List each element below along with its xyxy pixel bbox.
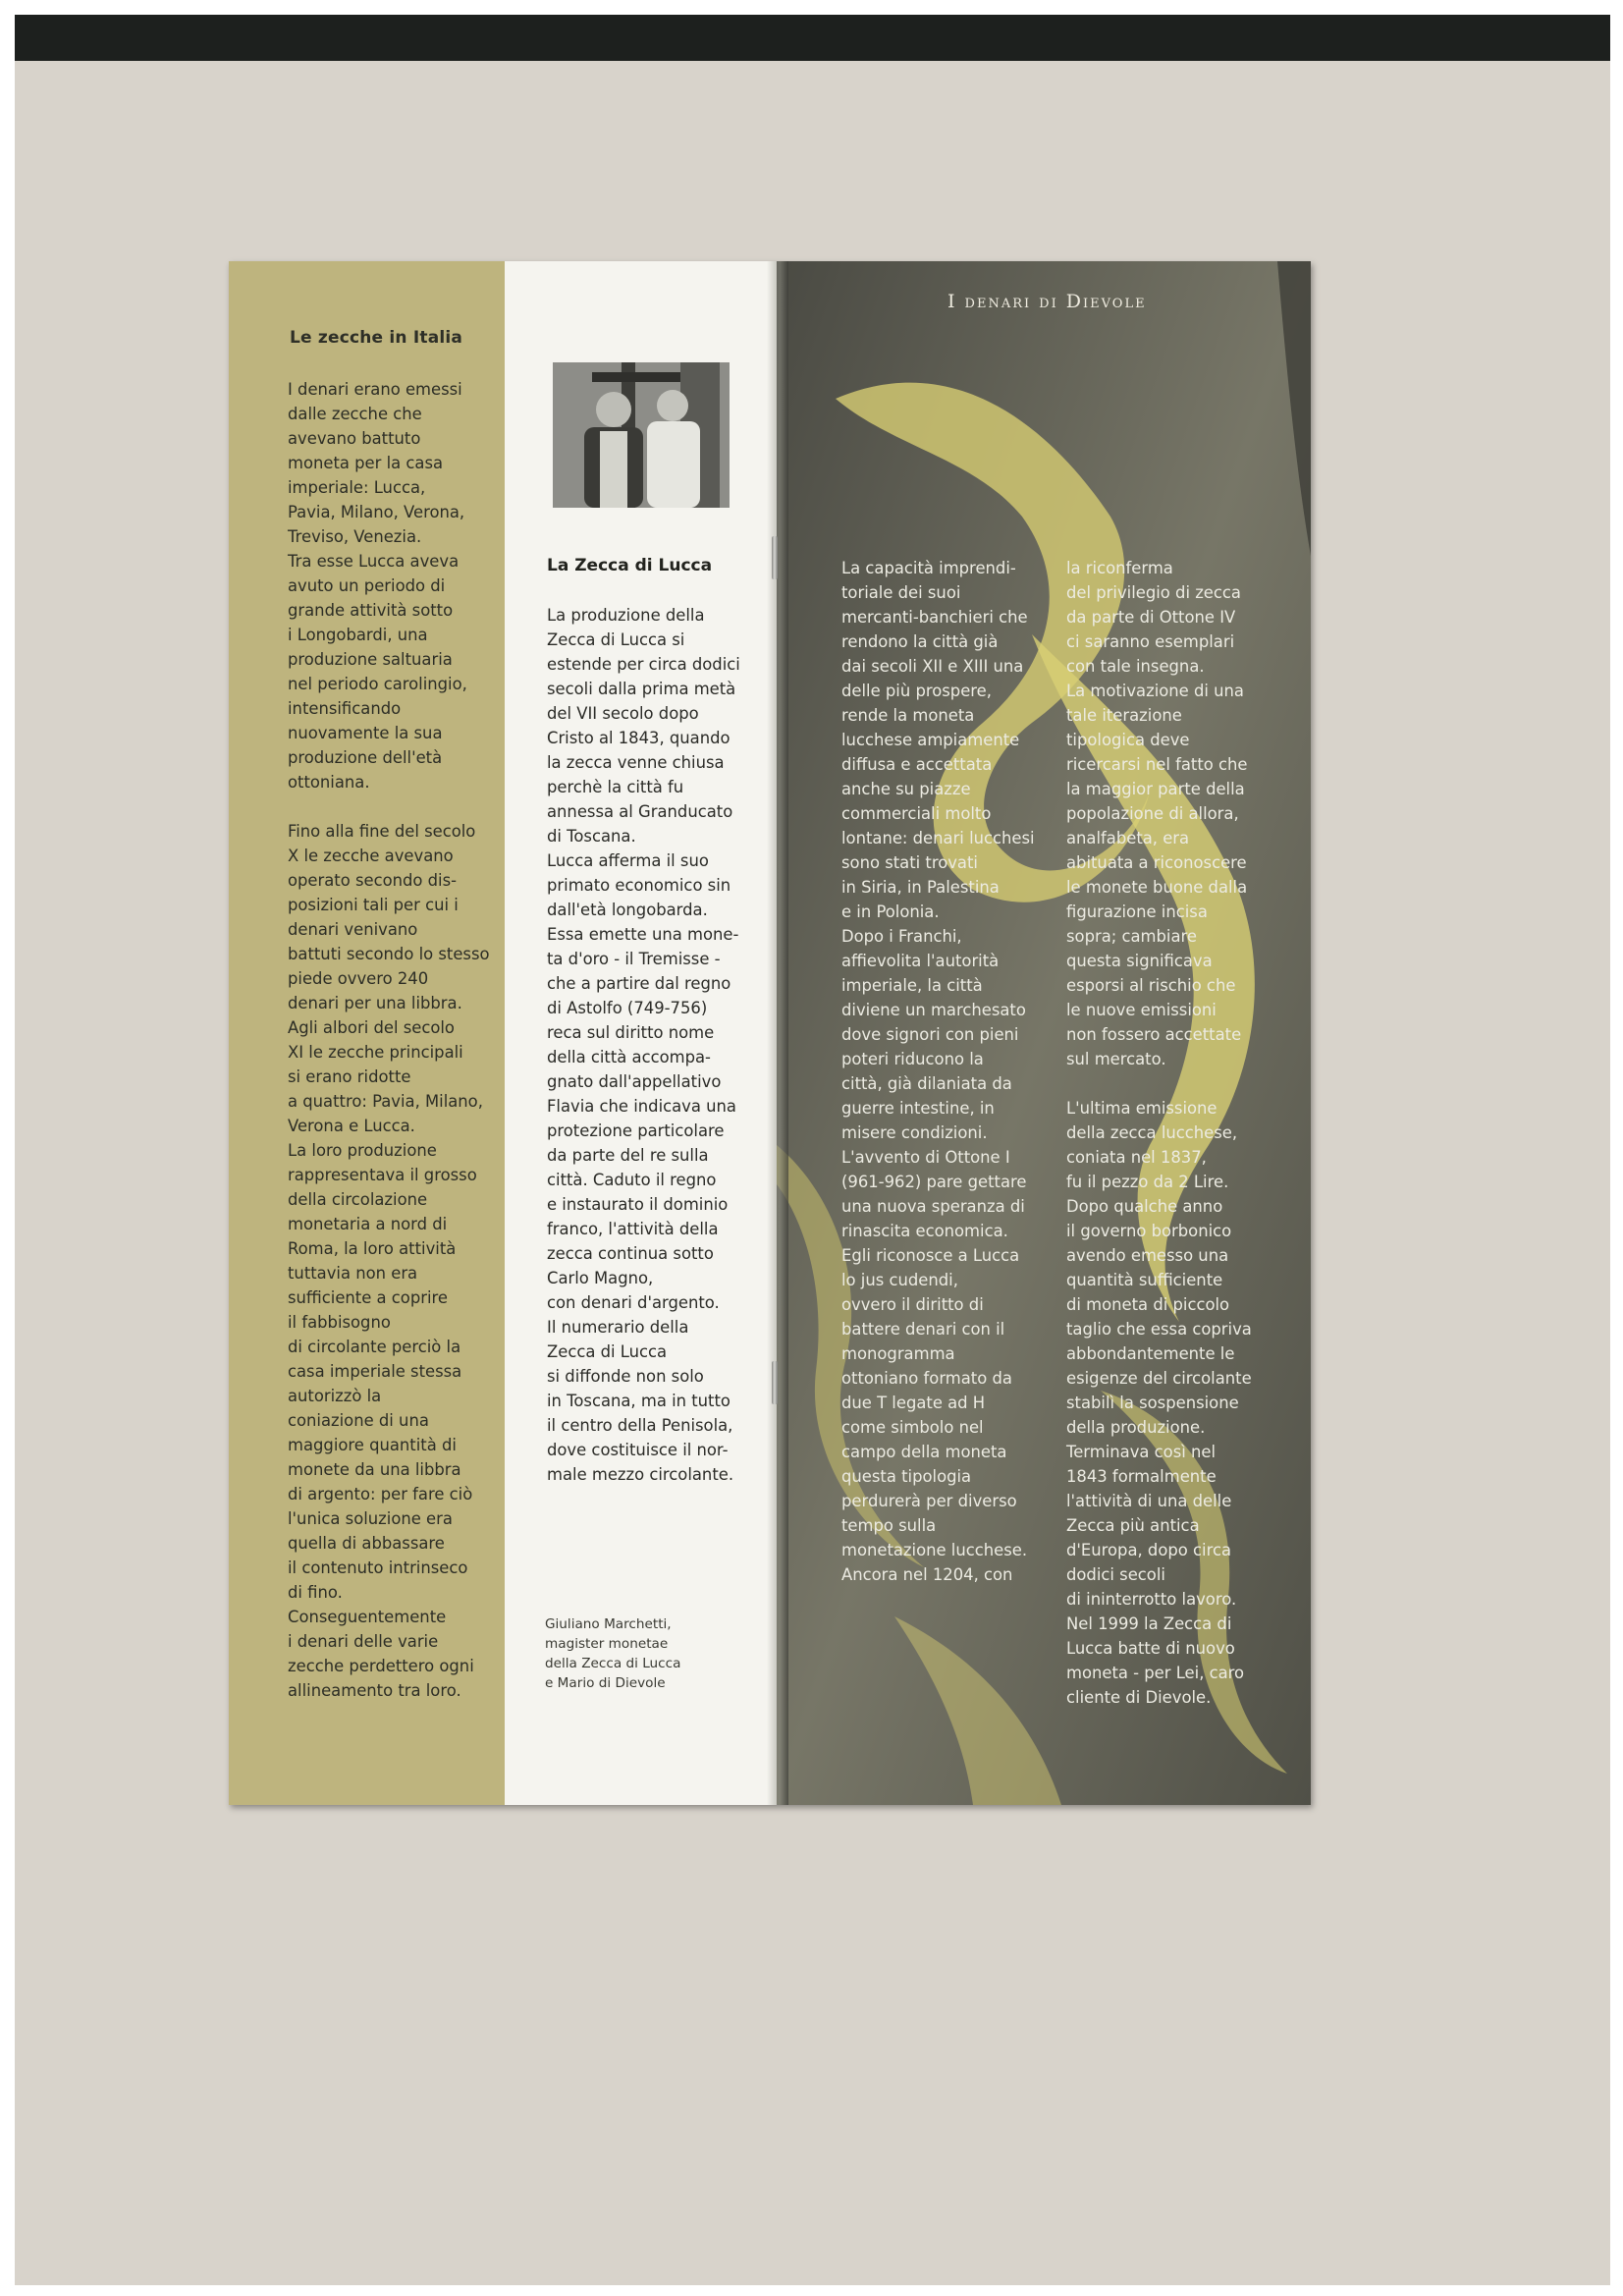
staple-bottom [772, 1361, 778, 1404]
left-panel-title: Le zecche in Italia [290, 328, 463, 348]
right-panel-column-2: la riconferma del privilegio di zecca da parte di Ottone IV ci saranno esemplari con tale insegna. La motivazione di una tale iterazione tipologica deve ricercarsi nel fatto che la maggior parte della popolazione di allora, analfabeta, era abituata a riconoscere le monete buone dalla figurazione incisa sopra; cambiare questa significava esporsi al rischio che le nuove emissioni non fossero accettate sul mercato. L'ultima emissione della zecca lucchese, coniata nel 1837, fu il pezzo da 2 Lire. Dopo qualche anno il governo borbonico avendo emesso una quantità sufficiente di moneta di piccolo taglio che essa copriva abbondantemente le esigenze del circolante stabilì la sospensione della produzione. Terminava così nel 1843 formalmente l'attività di una delle Zecca più antica d'Europa, dopo circa dodici secoli di ininterrotto lavoro. Nel 1999 la Zecca di Lucca batte di nuovo moneta - per Lei, caro cliente di Dievole. [1066, 559, 1252, 1707]
left-panel-body: I denari erano emessi dalle zecche che avevano battuto moneta per la casa imperiale: Lucca, Pavia, Milano, Verona, Treviso, Venezia. Tra esse Lucca aveva avuto un periodo di grande attività sotto i Longobardi, una produzione saltuaria nel periodo carolingio, intensificando nuovamente la sua produzione dell'età ottoniana. Fino alla fine del secolo X le zecche avevano operato secondo dis- posizioni tali per cui i denari venivano battuti secondo lo stesso piede ovvero 240 denari per una libbra. Agli albori del secolo XI le zecche principali si erano ridotte a quattro: Pavia, Milano, Verona e Lucca. La loro produzione rappresentava il grosso della circolazione monetaria a nord di Roma, la loro attività tuttavia non era sufficiente a coprire il fabbisogno di circolante perciò la casa imperiale stessa autorizzò la coniazione di una maggiore quantità di monete da una libbra di argento: per fare ciò l'unica soluzione era quella di abbassare il contenuto intrinseco di fino. Conseguentemente i denari delle varie zecche perdettero ogni allineamento tra loro. [288, 380, 490, 1700]
middle-panel-title: La Zecca di Lucca [547, 556, 713, 575]
scanner-top-edge [15, 15, 1610, 61]
right-panel-column-1: La capacità imprendi- toriale dei suoi mercanti-banchieri che rendono la città già dai secoli XII e XIII una delle più prospere, rende la moneta lucchese ampiamente diffusa e accettata anche su piazze commerciali molto lontane: denari lucchesi sono stati trovati in Siria, in Palestina e in Polonia. Dopo i Franchi, affievolita l'autorità imperiale, la città diviene un marchesato dove signori con pieni poteri riducono la città, già dilaniata da guerre intestine, in misere condizioni. L'avvento di Ottone I (961-962) pare gettare una nuova speranza di rinascita economica. Egli riconosce a Lucca lo jus cudendi, ovvero il diritto di battere denari con il monogramma ottoniano formato da due T legate ad H come simbolo nel campo della moneta questa tipologia perdurerà per diverso tempo sulla monetazione lucchese. Ancora nel 1204, con [841, 559, 1035, 1584]
staple-top [772, 536, 778, 579]
portrait-photo [553, 362, 730, 508]
left-panel [229, 261, 505, 1805]
middle-panel-body: La produzione della Zecca di Lucca si estende per circa dodici secoli dalla prima metà del VII secolo dopo Cristo al 1843, quando la zecca venne chiusa perchè la città fu annessa al Granducato di Toscana. Lucca afferma il suo primato economico sin dall'età longobarda. Essa emette una mone- ta d'oro - il Tremisse - che a partire dal regno di Astolfo (749-756) reca sul diritto nome della città accompa- gnato dall'appellativo Flavia che indicava una protezione particolare da parte del re sulla città. Caduto il regno e instaurato il dominio franco, l'attività della zecca continua sotto Carlo Magno, con denari d'argento. Il numerario della Zecca di Lucca si diffonde non solo in Toscana, ma in tutto il centro della Penisola, dove costituisce il nor- male mezzo circolante. [547, 606, 740, 1484]
brand-title: I denari di Dievole [947, 291, 1147, 312]
photo-two-men-illustration [553, 362, 730, 508]
center-fold [767, 261, 788, 1805]
photo-caption: Giuliano Marchetti, magister monetae della Zecca di Lucca e Mario di Dievole [545, 1616, 681, 1691]
